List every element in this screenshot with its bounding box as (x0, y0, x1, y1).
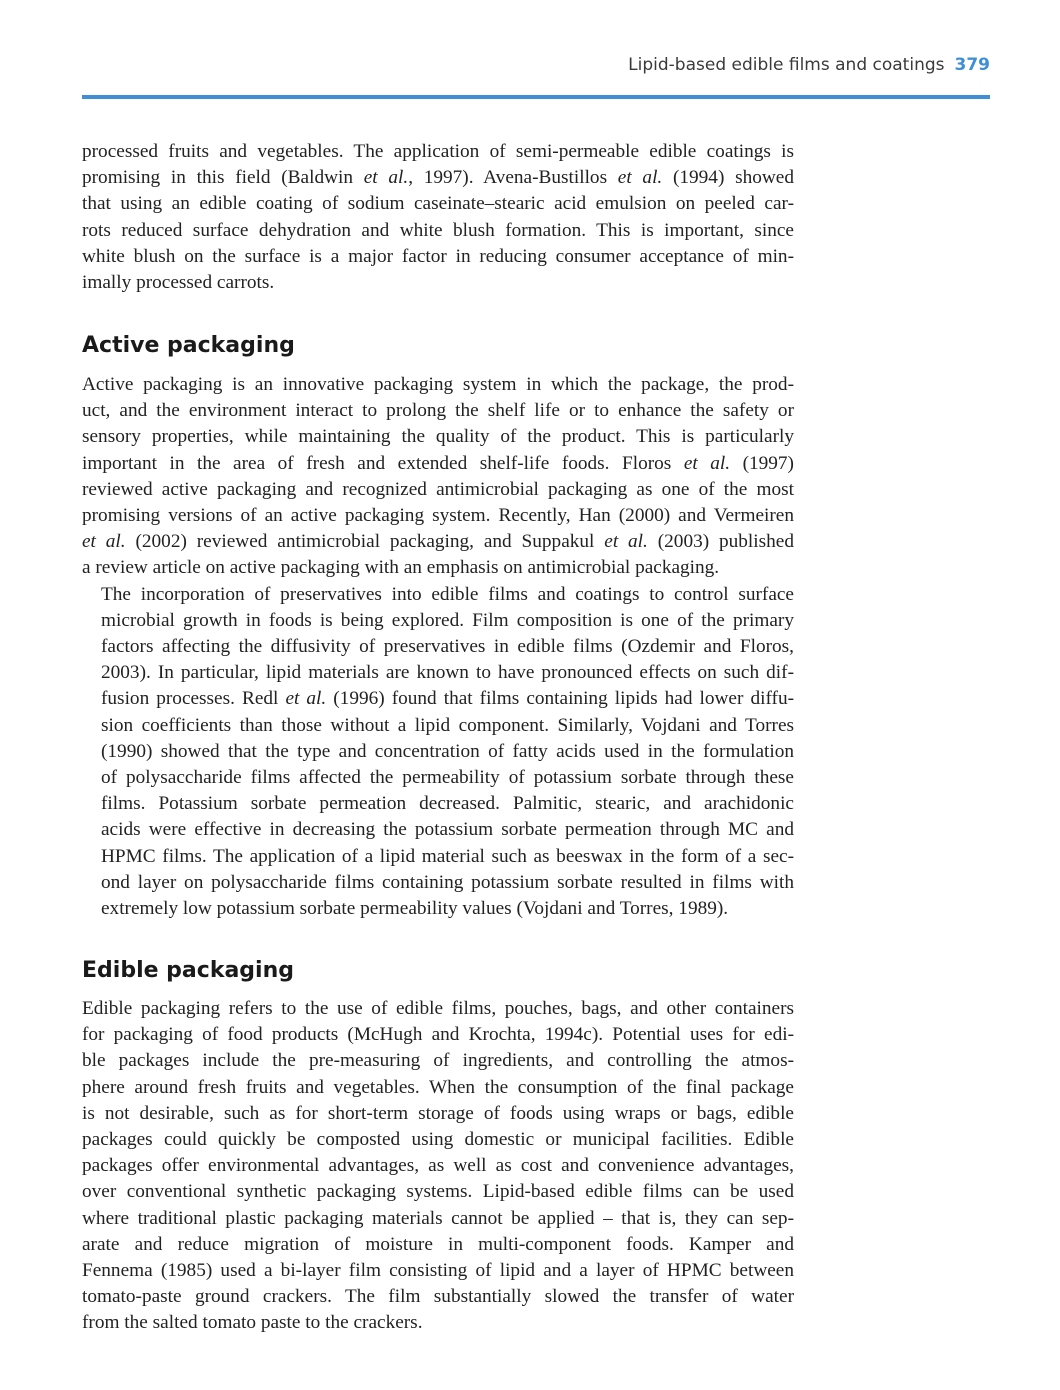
text-line: important in the area of fresh and extended shelf-life foods. Floros et al. (1997) (82, 452, 794, 474)
text-line: sensory properties, while maintaining the quality of the product. This is particularly (82, 426, 794, 448)
text-line: over conventional synthetic packaging systems. Lipid-based edible films can be used (82, 1181, 794, 1203)
active-paragraph-2 (82, 582, 794, 923)
text-line: phere around fresh fruits and vegetables. When the consumption of the final package (82, 1076, 794, 1098)
text-line: for packaging of food products (McHugh and Krochta, 1994c). Potential uses for edi- (82, 1024, 794, 1046)
text-line: packages offer environmental advantages, as well as cost and convenience advantages, (82, 1155, 794, 1177)
text-line: 2003). In particular, lipid materials are known to have pronounced effects on such dif- (101, 662, 794, 684)
edible-paragraph-1 (82, 996, 794, 1337)
text-line: ond layer on polysaccharide films containing potassium sorbate resulted in films with (101, 871, 794, 893)
text-line: tomato-paste ground crackers. The film substantially slowed the transfer of water (82, 1286, 794, 1308)
text-line: ble packages include the pre-measuring of ingredients, and controlling the atmos- (82, 1050, 794, 1072)
text-line: imally processed carrots. (82, 272, 275, 294)
text-line: Active packaging is an innovative packaging system in which the package, the prod- (82, 374, 794, 395)
text-line: et al. (2002) reviewed antimicrobial packaging, and Suppakul et al. (2003) published (82, 531, 794, 553)
page-number: 379 (954, 55, 990, 75)
text-line: promising in this field (Baldwin et al., 1997). Avena-Bustillos et al. (1994) showed (82, 167, 794, 189)
text-line: where traditional plastic packaging materials cannot be applied – that is, they can sep- (82, 1207, 794, 1229)
header-rule (82, 95, 990, 99)
text-line: rots reduced surface dehydration and white blush formation. This is important, since (82, 219, 794, 241)
text-line: from the salted tomato paste to the crackers. (82, 1312, 423, 1334)
text-line: arate and reduce migration of moisture in multi-component foods. Kamper and (82, 1233, 794, 1255)
intro-paragraph (82, 139, 794, 296)
text-line: white blush on the surface is a major factor in reducing consumer acceptance of min- (82, 245, 794, 267)
text-line: (1990) showed that the type and concentration of fatty acids used in the formulation (101, 740, 794, 762)
text-line: acids were effective in decreasing the potassium sorbate permeation through MC and (101, 819, 794, 841)
text-line: Edible packaging refers to the use of edible films, pouches, bags, and other containers (82, 998, 794, 1019)
text-line: The incorporation of preservatives into edible films and coatings to control surface (101, 583, 794, 605)
text-line: promising versions of an active packaging system. Recently, Han (2000) and Vermeiren (82, 505, 794, 527)
text-line: processed fruits and vegetables. The application of semi-permeable edible coatings is (82, 141, 794, 162)
active-packaging-block (82, 372, 794, 922)
text-line: is not desirable, such as for short-term storage of foods using wraps or bags, edible (82, 1102, 794, 1124)
text-line: films. Potassium sorbate permeation decreased. Palmitic, stearic, and arachidonic (101, 793, 794, 815)
running-title: Lipid-based edible films and coatings (628, 55, 945, 75)
text-line: packages could quickly be composted using domestic or municipal facilities. Edible (82, 1129, 794, 1151)
edible-packaging-block (82, 996, 794, 1337)
intro-block (82, 139, 794, 296)
text-line: reviewed active packaging and recognized antimicrobial packaging as one of the most (82, 478, 794, 500)
text-line: extremely low potassium sorbate permeability values (Vojdani and Torres, 1989). (101, 898, 729, 920)
text-line: that using an edible coating of sodium caseinate–stearic acid emulsion on peeled car- (82, 193, 794, 215)
text-line: microbial growth in foods is being explored. Film composition is one of the primary (101, 609, 794, 631)
text-line: factors affecting the diffusivity of preservatives in edible films (Ozdemir and Floros, (101, 636, 794, 658)
text-line: a review article on active packaging with an emphasis on antimicrobial packaging. (82, 557, 720, 579)
active-paragraph-1 (82, 372, 794, 582)
text-line: uct, and the environment interact to prolong the shelf life or to enhance the safety or (82, 400, 794, 422)
running-header (0, 55, 990, 75)
section-heading-edible-packaging: Edible packaging (82, 958, 294, 983)
text-line: sion coefficients than those without a lipid component. Similarly, Vojdani and Torres (101, 714, 794, 736)
text-line: of polysaccharide films affected the permeability of potassium sorbate through these (101, 767, 794, 789)
text-line: HPMC films. The application of a lipid material such as beeswax in the form of a sec- (101, 845, 794, 867)
section-heading-active-packaging: Active packaging (82, 333, 295, 358)
text-line: Fennema (1985) used a bi-layer film consisting of lipid and a layer of HPMC between (82, 1260, 794, 1282)
text-line: fusion processes. Redl et al. (1996) found that films containing lipids had lower diffu- (101, 688, 795, 710)
